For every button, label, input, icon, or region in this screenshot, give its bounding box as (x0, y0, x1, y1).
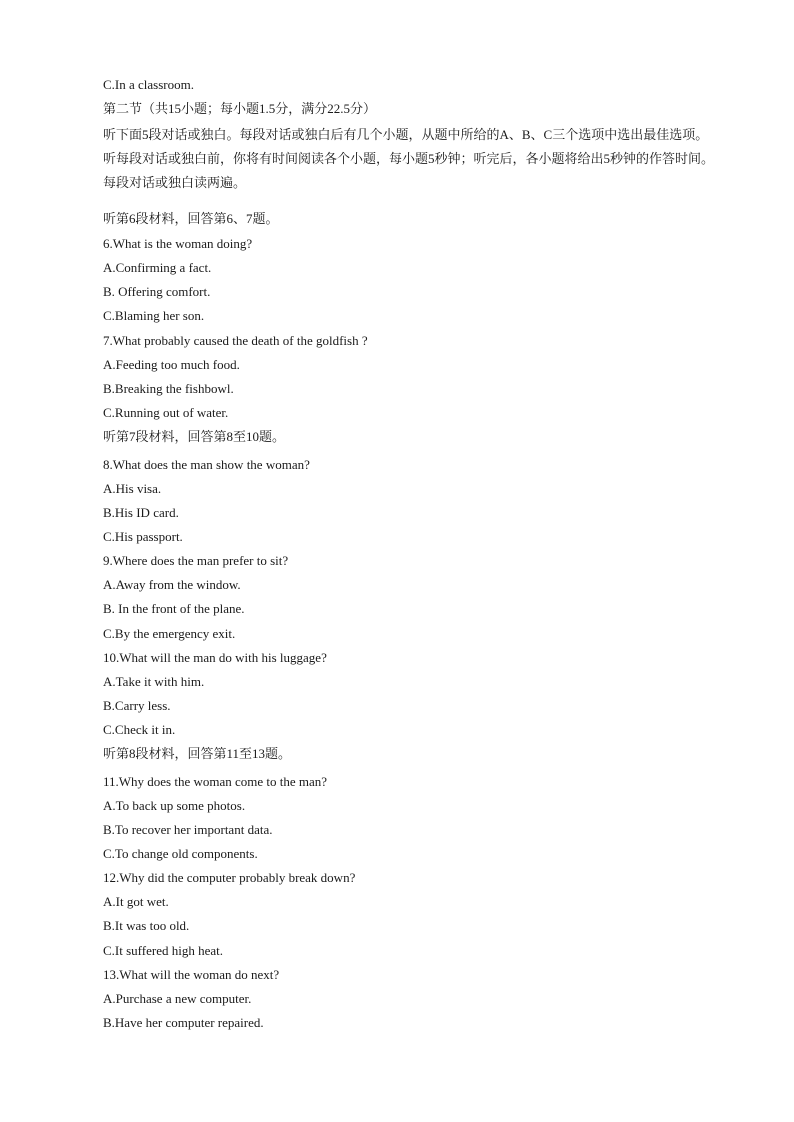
option-line: B. In the front of the plane. (103, 601, 245, 616)
option-line: A.Take it with him. (103, 674, 205, 689)
material-heading: 听第7段材料，回答第8至10题。 (103, 429, 286, 444)
option-line: C.His passport. (103, 529, 183, 544)
instructions-paragraph: 听下面5段对话或独白。每段对话或独白后有几个小题，从题中所给的A、B、C三个选项中选出最佳选项。听每段对话或独白前，你将有时间阅读各个小题，每小题5秒钟；听完后，各小题将给出5秒钟的作答时间。每段对话或独白读两遍。 (103, 127, 715, 190)
option-line: B.Breaking the fishbowl. (103, 381, 234, 396)
option-line: A.Purchase a new computer. (103, 991, 252, 1006)
option-line: B.His ID card. (103, 505, 179, 520)
question-line: 11.Why does the woman come to the man? (103, 774, 328, 789)
question-line: 10.What will the man do with his luggage? (103, 650, 327, 665)
option-line: C.In a classroom. (103, 77, 194, 92)
option-line: A.It got wet. (103, 894, 169, 909)
question-line: 12.Why did the computer probably break down? (103, 870, 356, 885)
option-line: B.Have her computer repaired. (103, 1015, 264, 1030)
option-line: A.Feeding too much food. (103, 357, 240, 372)
option-line: A.To back up some photos. (103, 798, 246, 813)
section-heading: 第二节（共15小题；每小题1.5分，满分22.5分） (103, 101, 377, 116)
option-line: B.It was too old. (103, 918, 190, 933)
option-line: C.It suffered high heat. (103, 943, 223, 958)
option-line: B.To recover her important data. (103, 822, 273, 837)
material-heading: 听第6段材料，回答第6、7题。 (103, 211, 279, 226)
option-line: B.Carry less. (103, 698, 171, 713)
option-line: C.Running out of water. (103, 405, 229, 420)
question-line: 8.What does the man show the woman? (103, 457, 310, 472)
question-line: 9.Where does the man prefer to sit? (103, 553, 289, 568)
option-line: B. Offering comfort. (103, 284, 211, 299)
option-line: A.Away from the window. (103, 577, 241, 592)
question-line: 6.What is the woman doing? (103, 236, 253, 251)
option-line: C.By the emergency exit. (103, 626, 236, 641)
option-line: A.His visa. (103, 481, 162, 496)
option-line: A.Confirming a fact. (103, 260, 212, 275)
option-line: C.To change old components. (103, 846, 258, 861)
option-line: C.Check it in. (103, 722, 176, 737)
option-line: C.Blaming her son. (103, 308, 205, 323)
question-line: 7.What probably caused the death of the goldfish ? (103, 333, 368, 348)
material-heading: 听第8段材料，回答第11至13题。 (103, 746, 292, 761)
question-line: 13.What will the woman do next? (103, 967, 280, 982)
